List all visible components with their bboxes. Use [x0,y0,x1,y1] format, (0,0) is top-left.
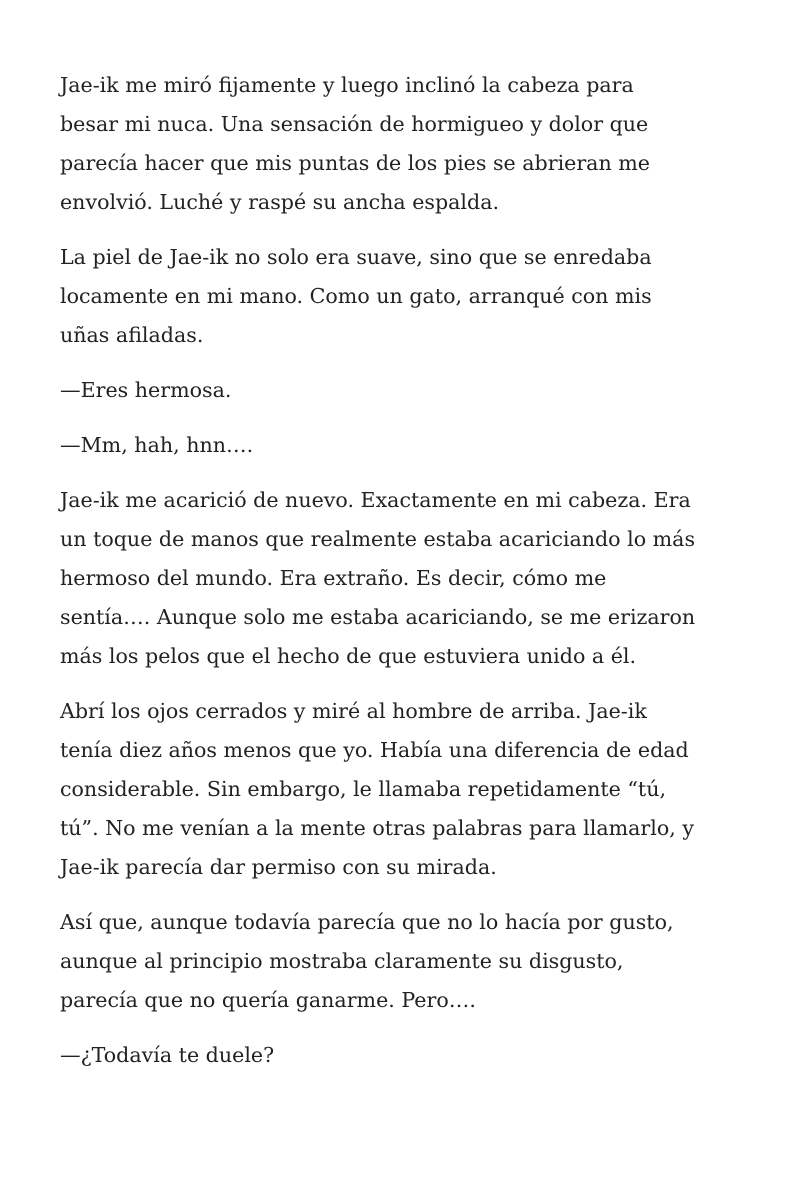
dialogue-line-3: —¿Todavía te duele? [60,1043,275,1067]
paragraph-1: Jae-ik me miró fijamente y luego inclinó la cabeza para besar mi nuca. Una sensación de hormigueo y dolor que parecía hacer que mis puntas de los pies se abrieran me envolvió. Luché y raspé su ancha espalda. [60,73,650,214]
paragraph-4: Abrí los ojos cerrados y miré al hombre de arriba. Jae-ik tenía diez años menos que yo. Había una diferencia de edad considerable. Sin embargo, le llamaba repetidamente “tú, tú”. No me venían a la mente otras palabras para llamarlo, y Jae-ik parecía dar permiso con su mirada. [60,699,694,879]
paragraph-5: Así que, aunque todavía parecía que no lo hacía por gusto, aunque al principio mostraba claramente su disgusto, parecía que no quería ganarme. Pero…. [60,910,674,1012]
paragraph-2: La piel de Jae-ik no solo era suave, sino que se enredaba locamente en mi mano. Como un gato, arranqué con mis uñas afiladas. [60,245,652,347]
paragraph-3: Jae-ik me acarició de nuevo. Exactamente en mi cabeza. Era un toque de manos que realmente estaba acariciando lo más hermoso del mundo. Era extraño. Es decir, cómo me sentía…. Aunque solo me estaba acariciando, se me erizaron más los pelos que el hecho de que estuviera unido a él. [60,488,696,668]
dialogue-line-1: —Eres hermosa. [60,378,232,402]
dialogue-line-2: —Mm, hah, hnn…. [60,433,254,457]
